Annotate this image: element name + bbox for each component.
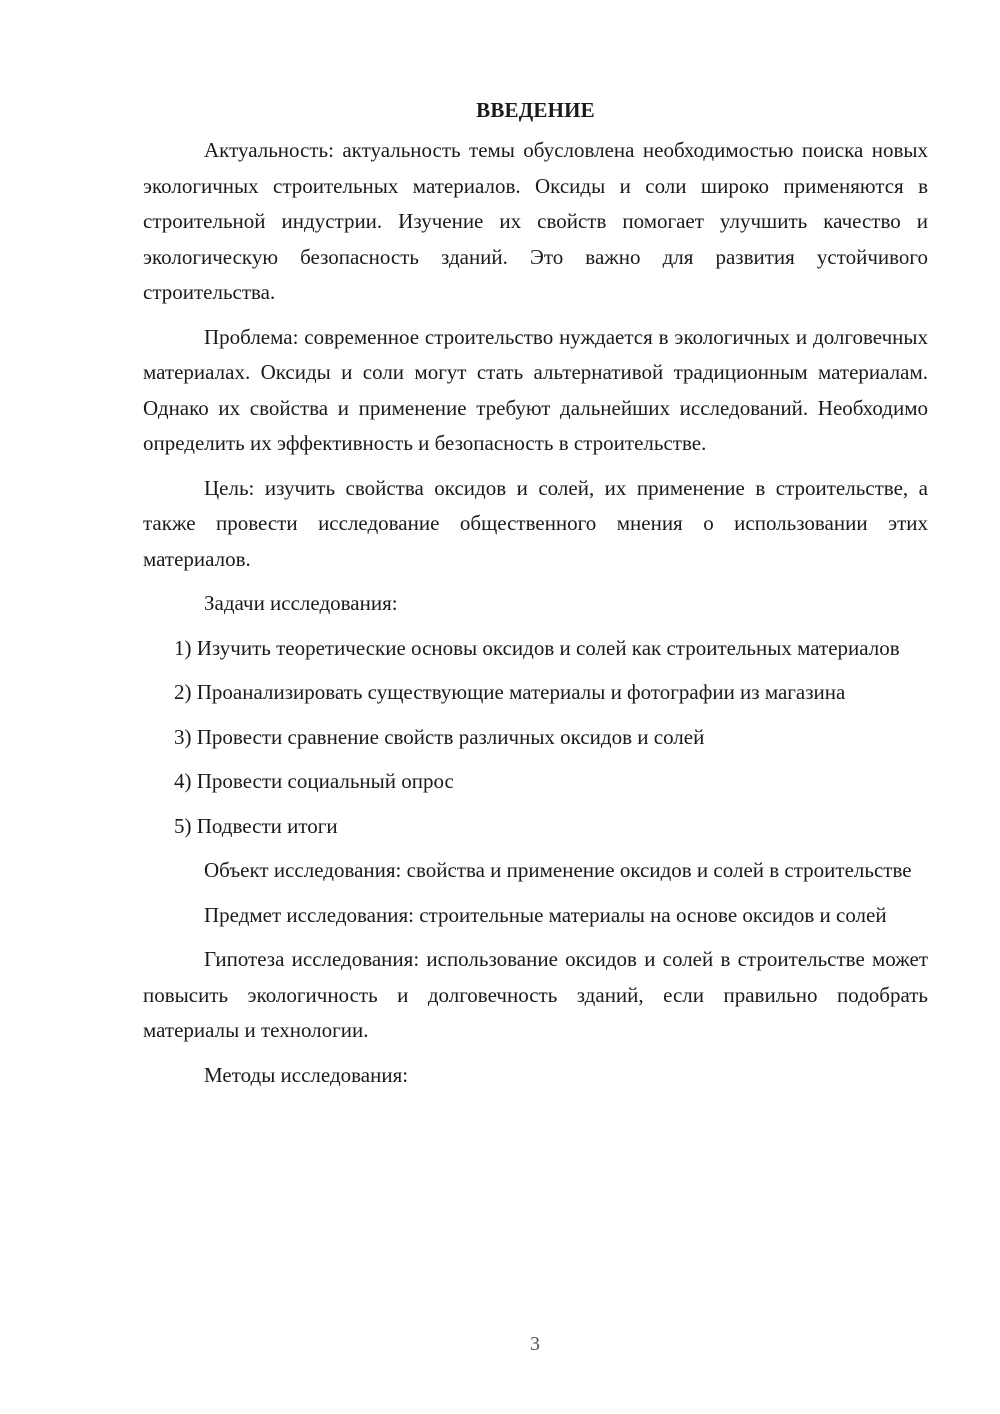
- tasks-title: Задачи исследования:: [204, 591, 398, 615]
- document-page: [143, 92, 928, 1102]
- problem-paragraph: Проблема: современное строительство нуждается в экологичных и долговечных материалах. Оксиды и соли могут стать альтернативой традиционным материалам. Однако их свойства и применение требуют дальнейших исследований. Необходимо определить их эффективность и безопасность в строительстве.: [143, 324, 928, 455]
- relevance-paragraph: Актуальность: актуальность темы обусловлена необходимостью поиска новых экологичных строительных материалов. Оксиды и соли широко применяются в строительной индустрии. Изучение их свойств помогает улучшить качество и экологическую безопасность зданий. Это важно для развития устойчивого строительства.: [143, 138, 928, 304]
- hypothesis-paragraph: Гипотеза исследования: использование оксидов и солей в строительстве может повысить экологичность и долговечность зданий, если правильно подобрать материалы и технологии.: [143, 947, 928, 1042]
- section-heading: ВВЕДЕНИЕ: [476, 98, 595, 122]
- task-item-4: 4) Провести социальный опрос: [174, 769, 454, 793]
- task-item-2: 2) Проанализировать существующие материалы и фотографии из магазина: [174, 680, 846, 704]
- subject-paragraph: Предмет исследования: строительные материалы на основе оксидов и солей: [204, 902, 887, 927]
- goal-paragraph: Цель: изучить свойства оксидов и солей, их применение в строительстве, а также провести исследование общественного мнения о использовании этих материалов.: [143, 475, 928, 571]
- object-paragraph: Объект исследования: свойства и применение оксидов и солей в строительстве: [204, 858, 912, 882]
- methods-title: Методы исследования:: [204, 1062, 409, 1087]
- page-number: 3: [530, 1333, 540, 1355]
- task-item-3: 3) Провести сравнение свойств различных оксидов и солей: [174, 724, 705, 749]
- task-item-5: 5) Подвести итоги: [174, 813, 338, 838]
- task-item-1: 1) Изучить теоретические основы оксидов и солей как строительных материалов: [174, 635, 900, 660]
